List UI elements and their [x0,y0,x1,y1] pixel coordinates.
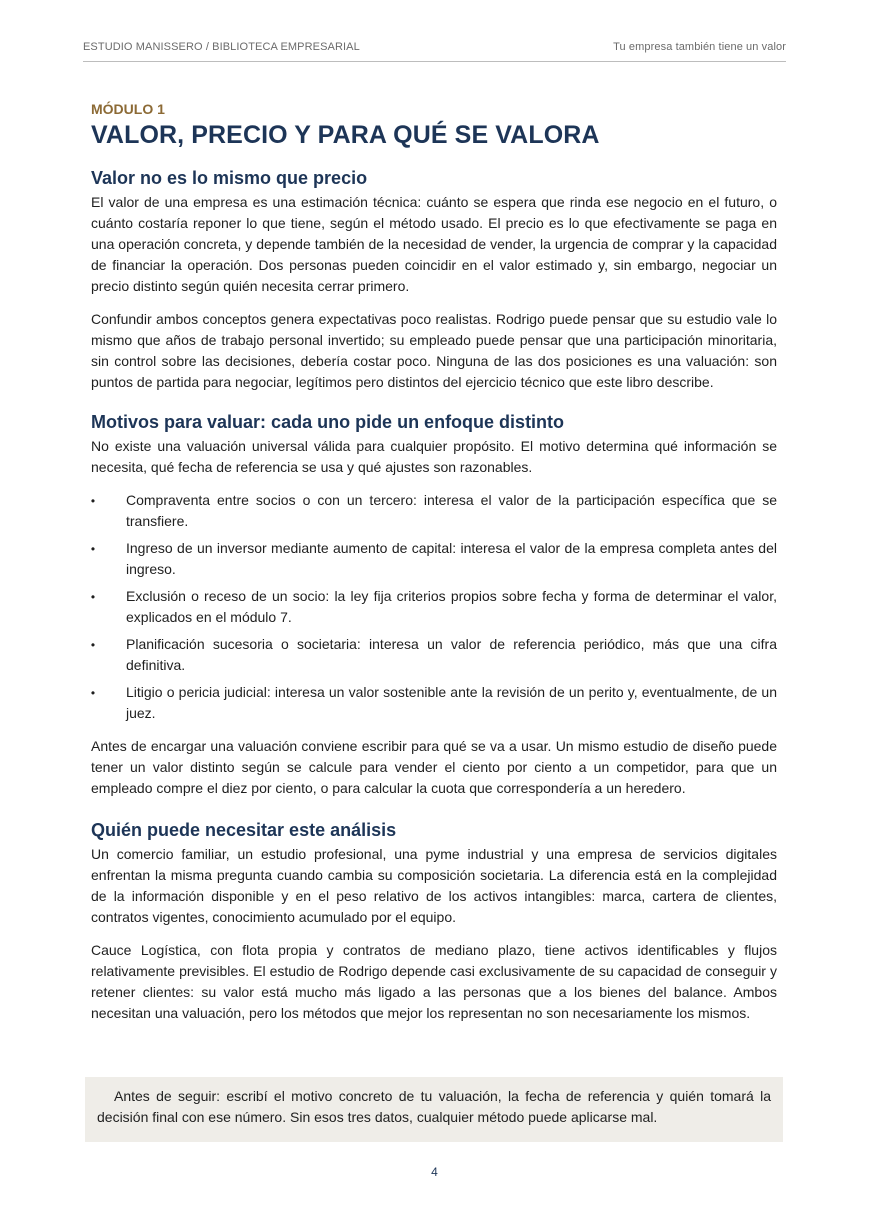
paragraph: Cauce Logística, con flota propia y contratos de mediano plazo, tiene activos identificables y flujos relativamente previsibles. El estudio de Rodrigo depende casi exclusivamente de su capacidad de conseguir y retener clientes: su valor está mucho más ligado a las personas que a los bienes del balance. Ambos necesitan una valuación, pero los métodos que mejor los representan no son necesariamente los mismos. [91,942,777,1021]
list-item-text: Ingreso de un inversor mediante aumento de capital: interesa el valor de la empresa completa antes del ingreso. [126,540,777,577]
header-publisher: ESTUDIO MANISSERO / BIBLIOTECA EMPRESARIAL [83,41,360,53]
chapter-title: VALOR, PRECIO Y PARA QUÉ SE VALORA [91,121,600,149]
callout-text: Antes de seguir: escribí el motivo concreto de tu valuación, la fecha de referencia y quién tomará la decisión final con ese número. Sin esos tres datos, cualquier método puede aplicarse mal. [97,1088,771,1125]
header-book-title: Tu empresa también tiene un valor [613,41,786,53]
list-item [91,490,777,532]
running-header [83,41,786,62]
list-item [91,538,777,580]
paragraph: No existe una valuación universal válida para cualquier propósito. El motivo determina qué información se necesita, qué fecha de referencia se usa y qué ajustes son razonables. [91,438,777,475]
paragraph: El valor de una empresa es una estimación técnica: cuánto se espera que rinda ese negocio en el futuro, o cuánto costaría reponer lo que tiene, según el método usado. El precio es lo que efectivamente se paga en una operación concreta, y depende también de la necesidad de vender, la urgencia de comprar y la capacidad de financiar la operación. Dos personas pueden coincidir en el valor estimado y, sin embargo, negociar un precio distinto según quién necesita cerrar primero. [91,194,777,294]
motivos-list [91,490,777,724]
callout-box [85,1077,783,1142]
section-heading-quien: Quién puede necesitar este análisis [91,820,397,840]
bullet-icon: • [90,542,96,556]
section-heading-valor-precio: Valor no es lo mismo que precio [91,168,368,188]
bullet-icon: • [90,638,96,652]
paragraph: Confundir ambos conceptos genera expectativas poco realistas. Rodrigo puede pensar que su estudio vale lo mismo que años de trabajo personal invertido; su empleado puede pensar que una participación minoritaria, sin control sobre las decisiones, debería costar poco. Ninguna de las dos posiciones es una valuación: son puntos de partida para negociar, legítimos pero distintos del ejercicio técnico que este libro describe. [91,311,777,390]
list-item-text: Exclusión o receso de un socio: la ley fija criterios propios sobre fecha y forma de determinar el valor, explicados en el módulo 7. [126,588,777,625]
module-label: MÓDULO 1 [91,101,165,117]
bullet-icon: • [90,686,96,700]
list-item-text: Litigio o pericia judicial: interesa un valor sostenible ante la revisión de un perito y, eventualmente, de un juez. [126,684,777,721]
paragraph: Un comercio familiar, un estudio profesional, una pyme industrial y una empresa de servicios digitales enfrentan la misma pregunta cuando cambia su composición societaria. La diferencia está en la complejidad de la información disponible y en el peso relativo de los activos intangibles: marca, cartera de clientes, contratos vigentes, conocimiento acumulado por el equipo. [91,846,777,925]
bullet-icon: • [90,494,96,508]
section-heading-motivos: Motivos para valuar: cada uno pide un enfoque distinto [91,412,565,432]
main-content [91,101,777,1024]
bullet-icon: • [90,590,96,604]
page-number: 4 [431,1165,438,1179]
list-item [91,586,777,628]
list-item [91,682,777,724]
list-item-text: Compraventa entre socios o con un tercero: interesa el valor de la participación específica que se transfiere. [126,492,777,529]
list-item-text: Planificación sucesoria o societaria: interesa un valor de referencia periódico, más que una cifra definitiva. [126,636,777,673]
paragraph: Antes de encargar una valuación conviene escribir para qué se va a usar. Un mismo estudio de diseño puede tener un valor distinto según se calcule para vender el ciento por ciento a un competidor, para que un empleado compre el diez por ciento, o para calcular la cuota que correspondería a un heredero. [91,738,777,796]
list-item [91,634,777,676]
